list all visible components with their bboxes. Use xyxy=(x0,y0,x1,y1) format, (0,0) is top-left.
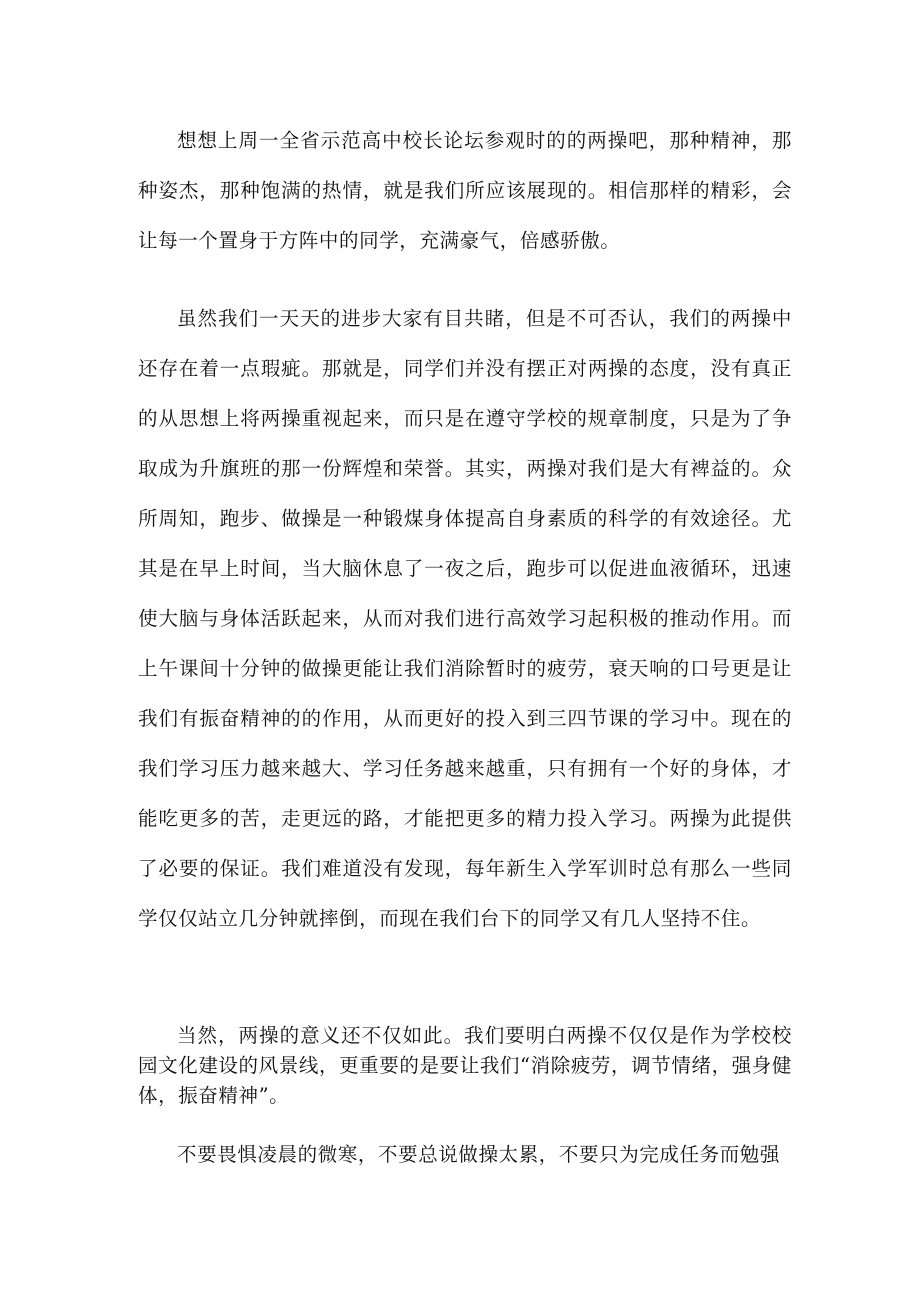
paragraph-1: 想想上周一全省示范高中校长论坛参观时的的两操吧，那种精神，那种姿杰，那种饱满的热情，就是我们所应该展现的。相信那样的精彩，会让每一个置身于方阵中的同学，充满豪气，倍感骄傲。 xyxy=(138,129,792,252)
paragraph-4: 不要畏惧凌晨的微寒，不要总说做操太累，不要只为完成任务而勉强 xyxy=(177,1143,781,1166)
paragraph-2: 虽然我们一天天的进步大家有目共睹，但是不可否认，我们的两操中还存在着一点瑕疵。那就是，同学们并没有摆正对两操的态度，没有真正的从思想上将两操重视起来，而只是在遵守学校的规章制度，只是为了争取成为升旗班的那一份辉煌和荣誉。其实，两操对我们是大有裨益的。众所周知，跑步、做操是一种锻煤身体提高自身素质的科学的有效途径。尤其是在早上时间，当大脑休息了一夜之后，跑步可以促进血液循环，迅速使大脑与身体活跃起来，从而对我们进行高效学习起积极的推动作用。而上午课间十分钟的做操更能让我们消除暂时的疲劳，衰天响的口号更是让我们有振奋精神的的作用，从而更好的投入到三四节课的学习中。现在的我们学习压力越来越大、学习任务越来越重，只有拥有一个好的身体，才能吃更多的苦，走更远的路，才能把更多的精力投入学习。两操为此提供了必要的保证。我们难道没有发现，每年新生入学军训时总有那么一些同学仅仅站立几分钟就摔倒，而现在我们台下的同学又有几人坚持不住。 xyxy=(138,307,792,930)
paragraph-3: 当然，两操的意义还不仅如此。我们要明白两操不仅仅是作为学校校园文化建设的风景线，更重要的是要让我们“消除疲劳，调节情绪，强身健体，振奋精神”。 xyxy=(138,1024,792,1107)
